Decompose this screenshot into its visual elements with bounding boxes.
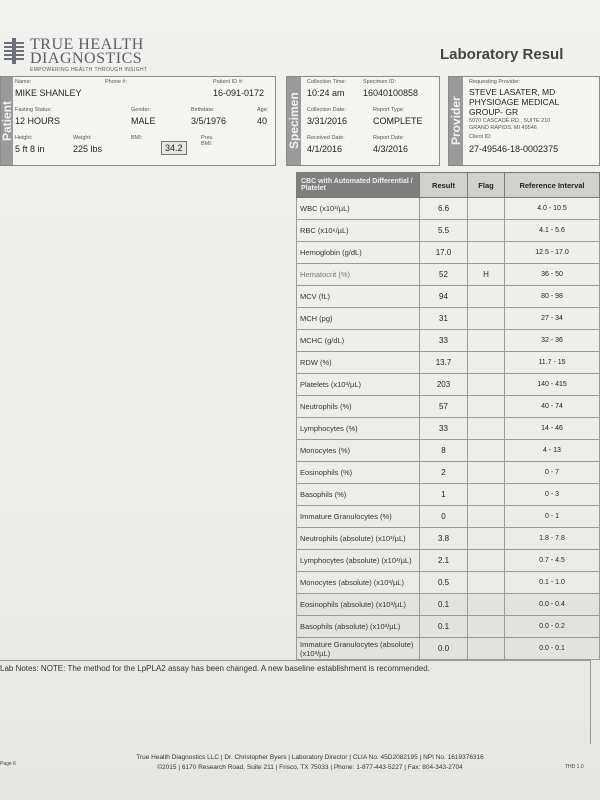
- test-name: RDW (%): [297, 352, 420, 374]
- test-name: Neutrophils (%): [297, 396, 420, 418]
- table-row: [297, 616, 600, 638]
- report-type-label: Report Type:: [373, 107, 405, 113]
- flag-value: [468, 352, 505, 374]
- flag-value: [468, 462, 505, 484]
- result-value: 3.8: [420, 528, 468, 550]
- result-value: 8: [420, 440, 468, 462]
- reference-interval: 27 - 34: [505, 308, 600, 330]
- flag-value: [468, 374, 505, 396]
- bmi-value: 34.2: [161, 141, 187, 155]
- flag-value: [468, 550, 505, 572]
- flag-value: [468, 506, 505, 528]
- table-row: [297, 264, 600, 286]
- reference-interval: 0 - 3: [505, 484, 600, 506]
- flag-value: [468, 418, 505, 440]
- test-name: Hematocrit (%): [297, 264, 420, 286]
- result-value: 17.0: [420, 242, 468, 264]
- test-name: Basophils (absolute) (x10³/µL): [297, 616, 420, 638]
- flag-value: [468, 616, 505, 638]
- table-row: [297, 352, 600, 374]
- reference-interval: 4.1 - 5.6: [505, 220, 600, 242]
- collection-date: 3/31/2016: [307, 116, 348, 126]
- height: 5 ft 8 in: [15, 144, 45, 154]
- reference-interval: 14 - 46: [505, 418, 600, 440]
- header-reference-interval: Reference Interval: [505, 173, 600, 198]
- fasting-label: Fasting Status:: [15, 107, 52, 113]
- test-name: Eosinophils (absolute) (x10³/µL): [297, 594, 420, 616]
- reference-interval: 32 - 36: [505, 330, 600, 352]
- flag-value: [468, 528, 505, 550]
- specimen-side-label: Specimen: [287, 77, 301, 165]
- table-row: [297, 638, 600, 660]
- specimen-id-label: Specimen ID:: [363, 79, 397, 85]
- report-date: 4/3/2016: [373, 144, 409, 154]
- test-name: Monocytes (absolute) (x10³/µL): [297, 572, 420, 594]
- provider-panel: [448, 76, 600, 166]
- specimen-panel: [286, 76, 440, 166]
- flag-value: [468, 308, 505, 330]
- result-value: 33: [420, 418, 468, 440]
- reference-interval: 12.5 - 17.0: [505, 242, 600, 264]
- reference-interval: 0.0 - 0.2: [505, 616, 600, 638]
- reference-interval: 0 - 7: [505, 462, 600, 484]
- reference-interval: 4.0 - 10.5: [505, 198, 600, 220]
- reference-interval: 80 - 98: [505, 286, 600, 308]
- collection-date-label: Collection Date:: [307, 107, 346, 113]
- provider-address-line-2: GRAND RAPIDS, MI 49546: [469, 125, 537, 131]
- table-row: [297, 242, 600, 264]
- result-value: 0.5: [420, 572, 468, 594]
- provider-address-line-1: 5070 CASCADE RD., SUITE 210: [469, 118, 551, 124]
- reference-interval: 36 - 50: [505, 264, 600, 286]
- result-value: 13.7: [420, 352, 468, 374]
- result-value: 6.6: [420, 198, 468, 220]
- logo-emblem-icon: [2, 38, 26, 66]
- result-value: 2.1: [420, 550, 468, 572]
- weight: 225 lbs: [73, 144, 103, 154]
- table-row: [297, 506, 600, 528]
- table-row: [297, 528, 600, 550]
- test-name: Lymphocytes (%): [297, 418, 420, 440]
- flag-value: [468, 286, 505, 308]
- birthdate-label: Birthdate:: [191, 107, 215, 113]
- lab-notes-text: Lab Notes: NOTE: The method for the LpPLA2 assay has been changed. A new baseline establishment is recommended.: [0, 664, 430, 673]
- result-value: 0: [420, 506, 468, 528]
- provider-org-line-2: GROUP- GR: [469, 107, 519, 117]
- patient-panel: [0, 76, 276, 166]
- patient-phone-label: Phone #:: [105, 79, 128, 85]
- age: 40: [257, 116, 268, 126]
- patient-side-label: Patient: [1, 77, 13, 165]
- result-value: 52: [420, 264, 468, 286]
- reference-interval: 0 - 1: [505, 506, 600, 528]
- report-type: COMPLETE: [373, 116, 423, 126]
- logo-tagline: EMPOWERING HEALTH THROUGH INSIGHT: [30, 67, 148, 73]
- flag-value: [468, 572, 505, 594]
- table-row: [297, 198, 600, 220]
- test-name: RBC (x10⁶/µL): [297, 220, 420, 242]
- table-row: [297, 418, 600, 440]
- result-value: 0.1: [420, 594, 468, 616]
- report-title: Laboratory Resul: [440, 46, 564, 63]
- specimen-id: 16040100858: [363, 88, 419, 98]
- received-date-label: Received Date:: [307, 135, 345, 141]
- table-row: [297, 572, 600, 594]
- test-name: Neutrophils (absolute) (x10³/µL): [297, 528, 420, 550]
- prev-bmi-label: Prev. BMI:: [201, 135, 214, 147]
- form-code: THD 1.0: [565, 764, 584, 770]
- birthdate: 3/5/1976: [191, 116, 227, 126]
- table-row: [297, 440, 600, 462]
- reference-interval: 0.1 - 1.0: [505, 572, 600, 594]
- collection-time: 10:24 am: [307, 88, 345, 98]
- flag-value: [468, 198, 505, 220]
- table-row: [297, 594, 600, 616]
- reference-interval: 11.7 - 15: [505, 352, 600, 374]
- table-row: [297, 550, 600, 572]
- result-value: 0.1: [420, 616, 468, 638]
- table-row: [297, 462, 600, 484]
- provider-org-line-1: PHYSIOAGE MEDICAL: [469, 97, 560, 107]
- table-row: [297, 286, 600, 308]
- table-row: [297, 330, 600, 352]
- cbc-results-table: [296, 172, 600, 660]
- fasting-status: 12 HOURS: [15, 116, 61, 126]
- test-name: Hemoglobin (g/dL): [297, 242, 420, 264]
- flag-value: [468, 242, 505, 264]
- result-value: 1: [420, 484, 468, 506]
- height-label: Height:: [15, 135, 33, 141]
- weight-label: Weight:: [73, 135, 92, 141]
- report-date-label: Report Date:: [373, 135, 405, 141]
- test-name: Eosinophils (%): [297, 462, 420, 484]
- flag-value: H: [468, 264, 505, 286]
- table-header-row: [297, 173, 600, 198]
- provider-side-label: Provider: [449, 77, 463, 165]
- reference-interval: 1.8 - 7.8: [505, 528, 600, 550]
- table-row: [297, 308, 600, 330]
- result-value: 33: [420, 330, 468, 352]
- flag-value: [468, 330, 505, 352]
- bmi-label: BMI:: [131, 135, 143, 141]
- test-name: Platelets (x10³/µL): [297, 374, 420, 396]
- header-result: Result: [420, 173, 468, 198]
- result-value: 5.5: [420, 220, 468, 242]
- test-name: Basophils (%): [297, 484, 420, 506]
- reference-interval: 0.0 - 0.1: [505, 638, 600, 660]
- result-value: 57: [420, 396, 468, 418]
- reference-interval: 40 - 74: [505, 396, 600, 418]
- collection-time-label: Collection Time:: [307, 79, 347, 85]
- flag-value: [468, 440, 505, 462]
- gender-label: Gender:: [131, 107, 151, 113]
- flag-value: [468, 396, 505, 418]
- logo-line-2: DIAGNOSTICS: [30, 50, 143, 67]
- table-row: [297, 484, 600, 506]
- table-row: [297, 220, 600, 242]
- test-name: MCHC (g/dL): [297, 330, 420, 352]
- header-flag: Flag: [468, 173, 505, 198]
- test-name: Lymphocytes (absolute) (x10³/µL): [297, 550, 420, 572]
- patient-name: MIKE SHANLEY: [15, 88, 82, 98]
- client-id-label: Client ID:: [469, 134, 492, 140]
- logo-line-1: TRUE HEALTH: [30, 36, 144, 53]
- result-value: 2: [420, 462, 468, 484]
- test-name: MCV (fL): [297, 286, 420, 308]
- test-name: Monocytes (%): [297, 440, 420, 462]
- flag-value: [468, 638, 505, 660]
- table-row: [297, 374, 600, 396]
- patient-id-label: Patient ID #:: [213, 79, 244, 85]
- page-number: Page 6: [0, 761, 16, 767]
- company-logo: [2, 36, 172, 76]
- result-value: 0.0: [420, 638, 468, 660]
- patient-id: 16-091-0172: [213, 88, 265, 98]
- test-name: MCH (pg): [297, 308, 420, 330]
- reference-interval: 4 - 13: [505, 440, 600, 462]
- gender: MALE: [131, 116, 156, 126]
- provider-name: STEVE LASATER, MD: [469, 87, 556, 97]
- received-date: 4/1/2016: [307, 144, 343, 154]
- test-name: Immature Granulocytes (absolute) (x10³/µL): [297, 638, 420, 660]
- requesting-provider-label: Requesting Provider:: [469, 79, 521, 85]
- footer-line-1: True Health Diagnostics LLC | Dr. Christopher Byers | Laboratory Director | CLIA No. 45D2082195 | NPI No. 1619376316: [136, 754, 484, 761]
- flag-value: [468, 484, 505, 506]
- result-value: 203: [420, 374, 468, 396]
- client-id: 27-49546-18-0002375: [469, 144, 559, 154]
- reference-interval: 0.0 - 0.4: [505, 594, 600, 616]
- flag-value: [468, 594, 505, 616]
- test-name: Immature Granulocytes (%): [297, 506, 420, 528]
- footer-line-2: ©2015 | 6170 Research Road, Suite 211 | Frisco, TX 75033 | Phone: 1-877-443-5227 | Fax: 804-343-2704: [157, 764, 463, 771]
- reference-interval: 0.7 - 4.5: [505, 550, 600, 572]
- test-name: WBC (x10³/µL): [297, 198, 420, 220]
- header-test: CBC with Automated Differential / Platelet: [297, 173, 420, 198]
- patient-name-label: Name:: [15, 79, 32, 85]
- table-row: [297, 396, 600, 418]
- age-label: Age:: [257, 107, 269, 113]
- result-value: 94: [420, 286, 468, 308]
- lab-notes: [0, 660, 591, 744]
- result-value: 31: [420, 308, 468, 330]
- flag-value: [468, 220, 505, 242]
- reference-interval: 140 - 415: [505, 374, 600, 396]
